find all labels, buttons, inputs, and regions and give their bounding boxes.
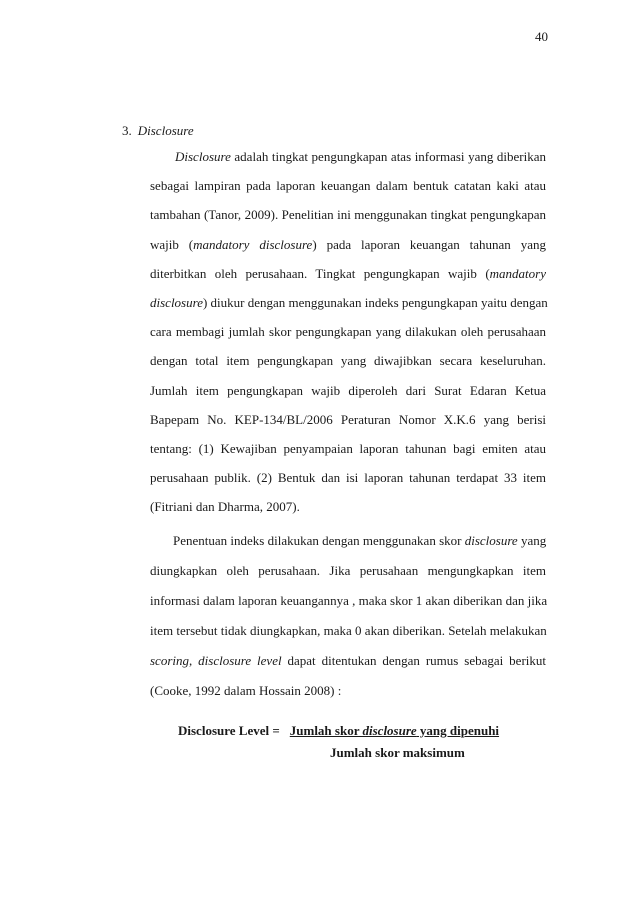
italic-run: scoring <box>150 653 189 668</box>
paragraph2-line <box>150 653 546 669</box>
italic-run: mandatory disclosure <box>193 236 313 252</box>
text-run: dapat ditentukan dengan rumus sebagai berikut <box>281 653 546 668</box>
text-run: cara membagi jumlah skor pengungkapan yang dilakukan oleh perusahaan <box>150 324 546 340</box>
text-run: item tersebut tidak diungkapkan, maka 0 akan diberikan. Setelah melakukan <box>150 623 547 638</box>
italic-run: disclosure <box>464 533 518 548</box>
text-run: Bapepam No. KEP-134/BL/2006 Peraturan Nomor X.K.6 yang berisi <box>150 411 546 427</box>
text-run: diungkapkan oleh perusahaan. Jika perusahaan mengungkapkan item <box>150 563 546 578</box>
text-run: tambahan (Tanor, 2009). Penelitian ini menggunakan tingkat pengungkapan <box>150 207 546 223</box>
paragraph1-line <box>150 383 546 399</box>
paragraph1-line <box>150 499 546 515</box>
paragraph2-line <box>150 593 546 609</box>
text-run: dengan total item pengungkapan yang diwajibkan secara keseluruhan. <box>150 353 546 369</box>
section-number: 3. <box>122 123 132 138</box>
text-run: (Fitriani dan Dharma, 2007). <box>150 499 300 515</box>
paragraph1-line <box>150 178 546 194</box>
section-title: Disclosure <box>137 123 194 138</box>
italic-run: mandatory <box>489 265 546 281</box>
page-number: 40 <box>535 29 548 44</box>
section-heading <box>122 123 194 139</box>
numerator-italic: disclosure <box>362 723 417 738</box>
text-run: ) diukur dengan menggunakan indeks pengungkapan yaitu dengan <box>202 295 548 310</box>
text-run: wajib ( <box>150 236 194 252</box>
formula-numerator <box>290 723 499 738</box>
text-run: (Cooke, 1992 dalam Hossain 2008) : <box>150 683 342 698</box>
italic-run: Disclosure <box>175 149 231 164</box>
numerator-post: yang dipenuhi <box>416 723 500 738</box>
numerator-pre: Jumlah skor <box>289 723 363 738</box>
italic-run: disclosure <box>150 295 203 310</box>
paragraph1-line <box>150 441 546 457</box>
text-run: ) pada laporan keuangan tahunan yang <box>312 236 546 252</box>
paragraph1-line <box>150 353 546 369</box>
paragraph1-line <box>175 149 546 165</box>
italic-run: disclosure level <box>198 653 282 668</box>
formula-denominator: Jumlah skor maksimum <box>330 745 465 760</box>
formula-lhs: Disclosure Level = <box>178 723 280 738</box>
paragraph1-line <box>150 295 546 311</box>
paragraph1-line <box>150 324 546 340</box>
paragraph1-line <box>150 207 546 223</box>
paragraph1-line <box>150 412 546 428</box>
text-run: , <box>189 653 199 668</box>
paragraph2-line <box>173 533 546 549</box>
paragraph1-line <box>150 237 546 253</box>
paragraph2-line <box>150 683 546 699</box>
text-run: Penentuan indeks dilakukan dengan menggunakan skor <box>173 533 465 548</box>
paragraph1-line <box>150 470 546 486</box>
text-run: sebagai lampiran pada laporan keuangan dalam bentuk catatan kaki atau <box>150 178 546 194</box>
text-run: adalah tingkat pengungkapan atas informasi yang diberikan <box>230 149 546 164</box>
paragraph2-line <box>150 563 546 579</box>
text-run: diterbitkan oleh perusahaan. Tingkat pengungkapan wajib ( <box>150 265 490 281</box>
text-run: tentang: (1) Kewajiban penyampaian laporan tahunan bagi emiten atau <box>150 441 546 456</box>
formula <box>178 723 499 739</box>
text-run: informasi dalam laporan keuangannya , maka skor 1 akan diberikan dan jika <box>150 593 548 608</box>
text-run: perusahaan publik. (2) Bentuk dan isi laporan tahunan terdapat 33 item <box>150 470 546 486</box>
paragraph2-line <box>150 623 546 639</box>
paragraph1-line <box>150 266 546 282</box>
text-run: yang <box>517 533 547 548</box>
text-run: Jumlah item pengungkapan wajib diperoleh dari Surat Edaran Ketua <box>150 382 546 398</box>
